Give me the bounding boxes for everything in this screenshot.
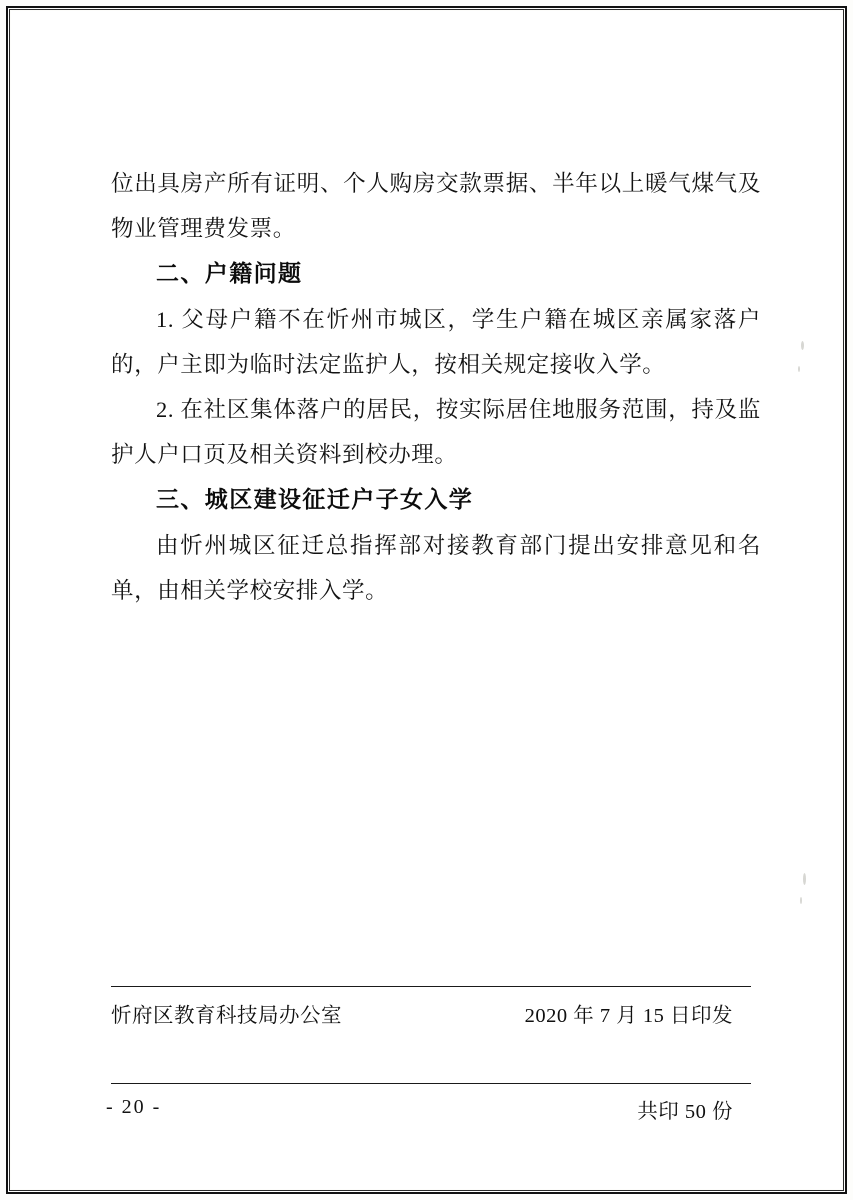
paper-surface [11, 11, 842, 1189]
footer-issue-date: 2020 年 7 月 15 日印发 [524, 1005, 733, 1027]
scan-speckle [798, 366, 800, 372]
section-heading-two: 二、户籍问题 [156, 261, 303, 287]
footer-issuer: 忻府区教育科技局办公室 [111, 1005, 342, 1027]
paragraph-2: 1. 父母户籍不在忻州市城区，学生户籍在城区亲属家落户的，户主即为临时法定监护人，按相关规定接收入学。 [111, 307, 761, 377]
section-heading-three: 三、城区建设征迁户子女入学 [156, 487, 474, 513]
scan-speckle [803, 873, 806, 885]
footer-issuer-row [111, 987, 751, 1031]
scan-speckle [801, 341, 804, 350]
document-body [111, 161, 761, 613]
paragraph-1: 位出具房产所有证明、个人购房交款票据、半年以上暖气煤气及物业管理费发票。 [111, 171, 761, 241]
paragraph-3: 2. 在社区集体落户的居民，按实际居住地服务范围，持及监护人户口页及相关资料到校办理。 [111, 397, 761, 467]
scan-speckle [800, 897, 802, 904]
document-footer [111, 986, 751, 1124]
paragraph-4: 由忻州城区征迁总指挥部对接教育部门提出安排意见和名单，由相关学校安排入学。 [111, 533, 761, 603]
page-number: - 20 - [106, 1096, 162, 1118]
footer-print-count: 共印 50 份 [637, 1101, 733, 1123]
